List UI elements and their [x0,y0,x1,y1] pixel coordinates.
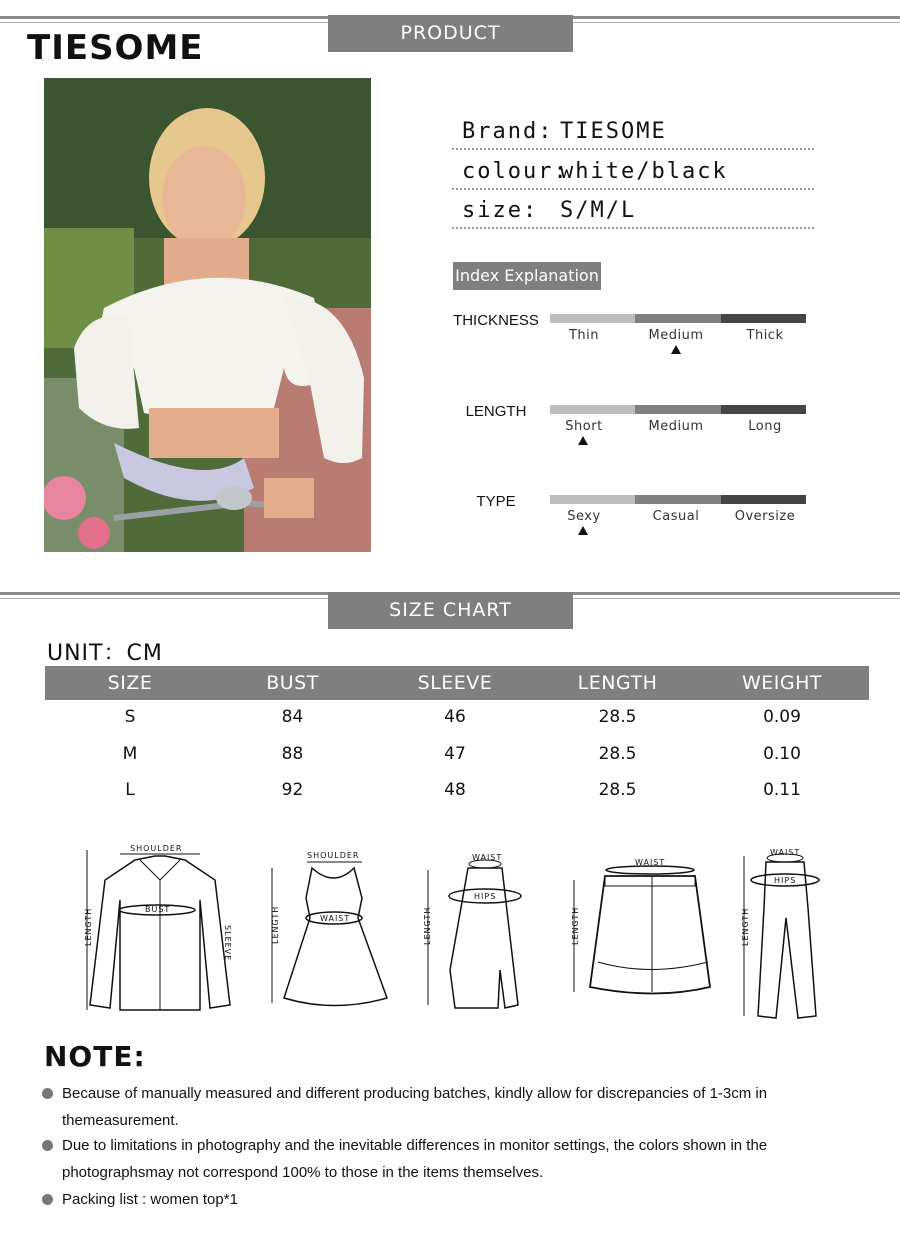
diagram-label: LENGTH [84,907,93,946]
info-value: S/M/L [560,198,637,223]
bullet-icon [42,1140,53,1151]
diagram-label: SHOULDER [130,844,183,853]
size-chart-banner: SIZE CHART [328,592,573,629]
scale-label-thickness: THICKNESS [453,312,539,329]
size-table-header [45,666,869,700]
index-explanation-header: Index Explanation [453,262,601,290]
scale-option: Short [565,419,603,434]
column-header: BUST [266,672,319,694]
scale-option: Oversize [734,509,796,524]
brand-logo: TIESOME [27,28,204,68]
scale-label-type: TYPE [476,493,516,510]
table-cell: 0.09 [763,707,801,727]
info-key: Brand: [462,119,554,144]
column-header: SIZE [107,672,153,694]
table-cell: 47 [444,744,466,764]
product-photo [44,78,371,552]
note-item: Because of manually measured and different producing batches, kindly allow for discrepancies of 1-3cm in themeasurement. [62,1085,768,1129]
dress-measurement-diagram [262,848,392,1013]
skirt-measurement-diagram [410,850,530,1015]
table-cell: L [125,780,135,800]
info-key: colour: [462,159,569,184]
shirt-measurement-diagram [75,840,245,1020]
pants-measurement-diagram [730,848,830,1023]
scale-option: Casual [652,509,700,524]
table-row [45,772,869,808]
diagram-label: WAIST [770,848,801,857]
scale-option: Medium [648,328,704,343]
column-header: LENGTH [577,672,658,694]
table-cell: 28.5 [598,780,637,800]
scale-option: Thin [568,328,600,343]
table-cell: 48 [444,780,466,800]
diagram-label: WAIST [635,858,666,867]
selected-marker-type [578,526,588,535]
scale-label-length: LENGTH [465,403,527,420]
table-cell: 92 [281,780,304,800]
scale-option: Sexy [567,509,601,524]
column-header: SLEEVE [417,672,493,694]
diagram-label: SLEEVE [223,925,232,962]
note-title: NOTE: [44,1040,146,1073]
scale-option: Thick [746,328,784,343]
diagram-label: WAIST [472,853,503,862]
note-item: Due to limitations in photography and the inevitable differences in monitor settings, the colors shown in the photographsmay not correspond 100% to those in the items themselves. [62,1137,768,1181]
table-row [45,736,869,772]
diagram-label: LENGTH [271,905,280,944]
table-cell: 46 [444,707,466,727]
scale-bar-thickness [550,314,806,323]
diagram-label: LENGTH [571,906,580,945]
table-cell: 88 [281,744,304,764]
table-cell: S [124,707,136,727]
diagram-label: HIPS [474,892,497,901]
info-key: size: [462,198,539,223]
table-cell: M [122,744,138,764]
diagram-label: LENGTH [423,906,432,945]
scale-option: Long [748,419,782,434]
diagram-label: SHOULDER [307,851,360,860]
info-row-colour [452,154,814,190]
bullet-icon [42,1194,53,1205]
column-header: WEIGHT [741,672,822,694]
info-row-brand [452,114,814,150]
info-value: TIESOME [560,119,667,144]
scale-option: Medium [648,419,704,434]
table-cell: 84 [281,707,304,727]
scale-bar-type [550,495,806,504]
bullet-icon [42,1088,53,1099]
selected-marker-thickness [671,345,681,354]
selected-marker-length [578,436,588,445]
product-information-banner: PRODUCT INFORMATION [328,15,573,52]
diagram-label: LENGTH [741,907,750,946]
table-cell: 28.5 [598,744,637,764]
table-row [45,699,869,735]
info-value: white/black [560,159,728,184]
table-cell: 28.5 [598,707,637,727]
table-cell: 0.10 [763,744,801,764]
diagram-label: HIPS [774,876,797,885]
table-cell: 0.11 [763,780,801,800]
scale-bar-length [550,405,806,414]
diagram-label: WAIST [320,914,351,923]
shorts-measurement-diagram [560,852,720,1002]
note-item: Packing list : women top*1 [62,1191,238,1208]
unit-label: UNIT：CM [47,641,163,666]
info-row-size [452,193,814,229]
diagram-label: BUST [145,905,171,914]
